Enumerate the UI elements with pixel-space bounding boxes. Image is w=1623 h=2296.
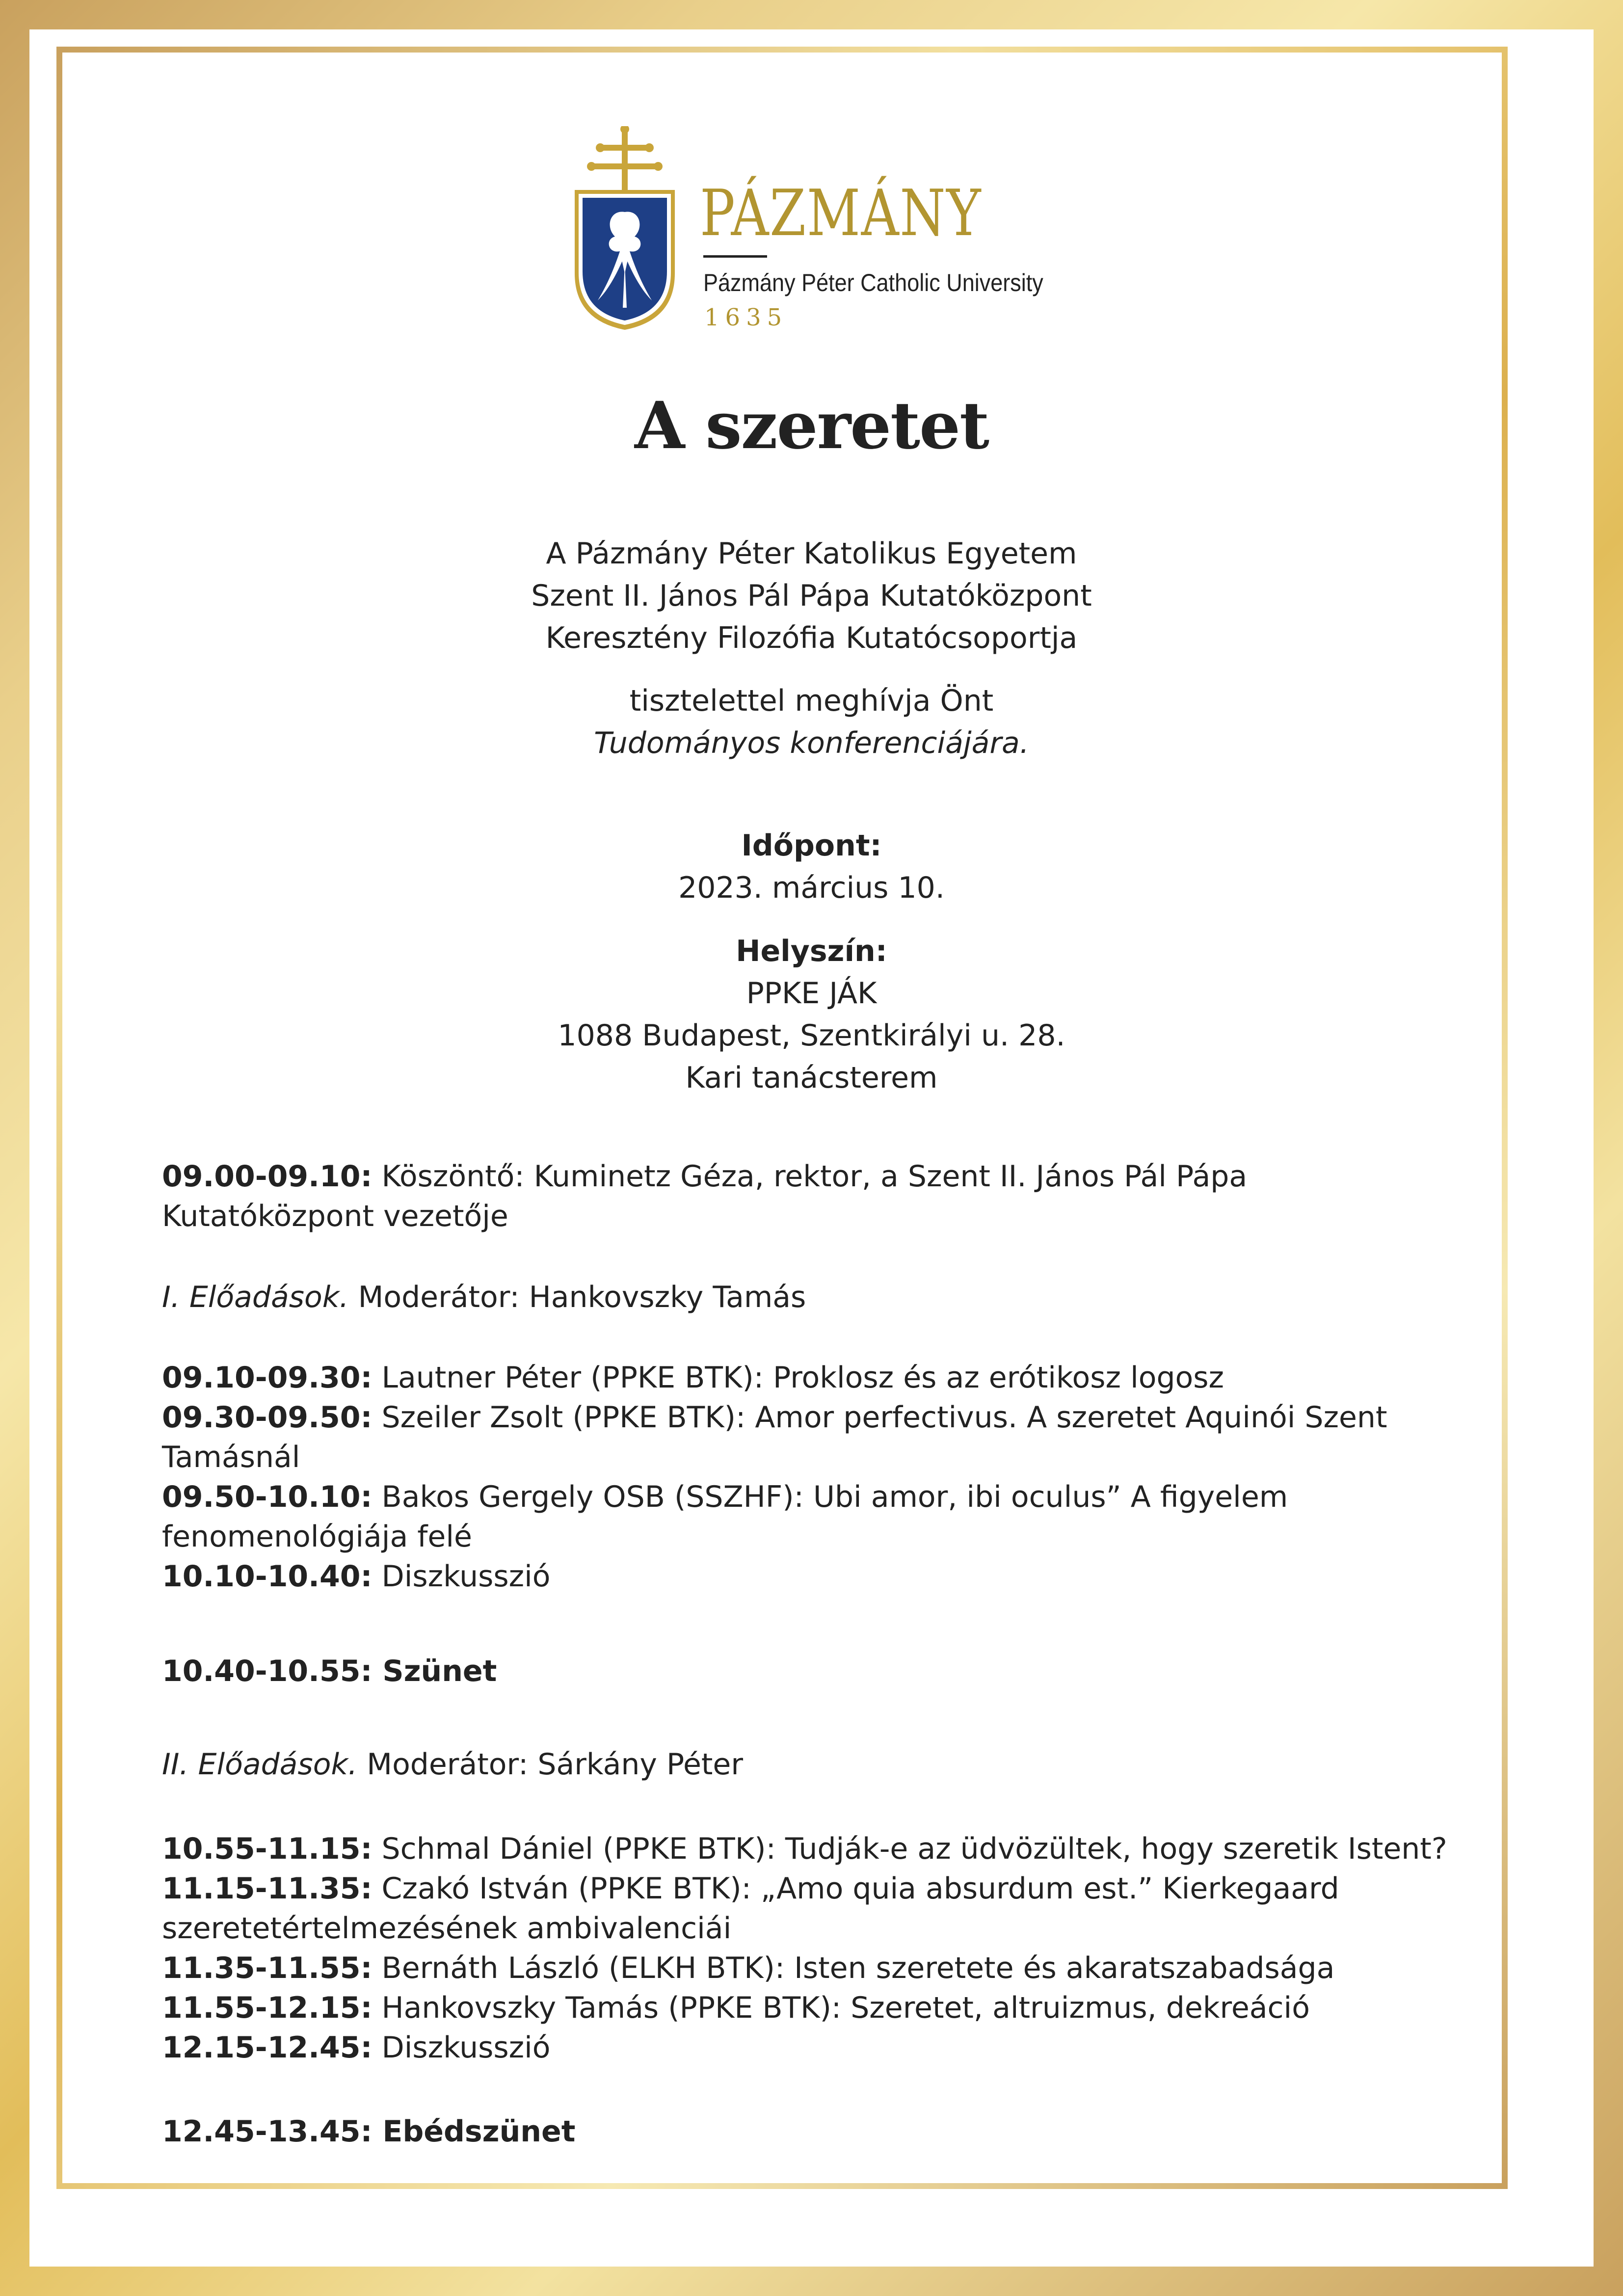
location-line: PPKE JÁK — [746, 976, 877, 1011]
schedule-text-continued: Kutatóközpont vezetője — [162, 1199, 508, 1233]
schedule-opening — [162, 1157, 1487, 1236]
schedule-text-continued: fenomenológiája felé — [162, 1520, 472, 1554]
shield-emblem-icon — [571, 126, 679, 332]
schedule-time: 10.40-10.55: — [162, 1654, 372, 1688]
intro-line: Keresztény Filozófia Kutatócsoportja — [545, 621, 1078, 655]
location-label: Helyszín: — [736, 934, 887, 968]
intro-line: Szent II. János Pál Pápa Kutatóközpont — [531, 579, 1092, 613]
schedule-text: Szeiler Zsolt (PPKE BTK): Amor perfectivus. A szeretet Aquinói Szent — [372, 1400, 1387, 1435]
date-block — [0, 825, 1623, 909]
section-title: I. Előadások. — [162, 1280, 349, 1314]
schedule-time: 09.30-09.50: — [162, 1400, 372, 1435]
intro-block — [0, 533, 1623, 659]
schedule-text-continued: szeretetértelmezésének ambivalenciái — [162, 1911, 732, 1946]
schedule-time: 09.00-09.10: — [162, 1159, 372, 1194]
schedule-text: Bernáth László (ELKH BTK): Isten szeretete és akaratszabadsága — [372, 1951, 1335, 1985]
logo-university-name: Pázmány Péter Catholic University — [703, 269, 1043, 296]
schedule-time: 12.15-12.45: — [162, 2030, 372, 2065]
schedule-item — [162, 1988, 1487, 2028]
schedule-time: 12.45-13.45: — [162, 2114, 372, 2149]
schedule-text: Diszkusszió — [372, 1559, 551, 1594]
logo-wordmark: PÁZMÁNY — [700, 176, 982, 250]
logo-divider — [703, 255, 767, 258]
schedule-time: 10.10-10.40: — [162, 1559, 372, 1594]
schedule-item — [162, 1477, 1487, 1517]
schedule-item — [162, 1869, 1487, 1909]
date-value: 2023. március 10. — [678, 871, 945, 905]
schedule-item — [162, 1398, 1487, 1438]
schedule-text: Czakó István (PPKE BTK): „Amo quia absurdum est.” Kierkegaard — [372, 1871, 1339, 1906]
schedule-text: Hankovszky Tamás (PPKE BTK): Szeretet, altruizmus, dekreáció — [372, 1991, 1310, 2025]
schedule-item — [162, 1829, 1487, 1869]
schedule-time: 10.55-11.15: — [162, 1832, 372, 1866]
invitation-text: tisztelettel meghívja Önt — [629, 684, 994, 718]
section-header-1 — [162, 1278, 1487, 1317]
schedule-time: 09.10-09.30: — [162, 1361, 372, 1395]
section-header-2 — [162, 1745, 1487, 1785]
date-label: Időpont: — [741, 828, 882, 863]
schedule-item — [162, 1157, 1487, 1197]
schedule-time: 11.55-12.15: — [162, 1991, 372, 2025]
section-moderator: Moderátor: Sárkány Péter — [357, 1747, 744, 1782]
schedule-text: Szünet — [372, 1654, 497, 1688]
section-title: II. Előadások. — [162, 1747, 358, 1782]
schedule-text: Diszkusszió — [372, 2030, 551, 2065]
schedule-item — [162, 1949, 1487, 1988]
schedule-time: 09.50-10.10: — [162, 1480, 372, 1514]
schedule-text-continued: Tamásnál — [162, 1440, 300, 1474]
page-title: A szeretet — [634, 388, 989, 464]
intro-line: A Pázmány Péter Katolikus Egyetem — [546, 536, 1077, 571]
schedule-text: Ebédszünet — [372, 2114, 576, 2149]
schedule-text: Schmal Dániel (PPKE BTK): Tudják-e az üdvözültek, hogy szeretik Istent? — [372, 1832, 1447, 1866]
logo-founding-year: 1635 — [704, 304, 788, 331]
university-logo — [571, 126, 1062, 332]
schedule-text: Lautner Péter (PPKE BTK): Proklosz és az erótikosz logosz — [372, 1361, 1224, 1395]
invitation-block — [0, 680, 1623, 764]
schedule-item — [162, 1358, 1487, 1398]
schedule-item — [162, 1557, 1487, 1597]
invitation-event: Tudományos konferenciájára. — [594, 726, 1029, 760]
location-line: Kari tanácsterem — [685, 1061, 938, 1095]
schedule-break-1 — [162, 1652, 1487, 1691]
location-line: 1088 Budapest, Szentkirályi u. 28. — [558, 1018, 1065, 1053]
schedule-break-2 — [162, 2112, 1487, 2152]
location-block — [0, 930, 1623, 1099]
section-moderator: Moderátor: Hankovszky Tamás — [348, 1280, 806, 1314]
schedule-text: Bakos Gergely OSB (SSZHF): Ubi amor, ibi oculus” A figyelem — [372, 1480, 1288, 1514]
schedule-time: 11.35-11.55: — [162, 1951, 372, 1985]
schedule-block-1 — [162, 1358, 1487, 1597]
schedule-time: 11.15-11.35: — [162, 1871, 372, 1906]
schedule-item — [162, 2028, 1487, 2068]
schedule-text: Köszöntő: Kuminetz Géza, rektor, a Szent II. János Pál Pápa — [372, 1159, 1248, 1194]
schedule-block-2 — [162, 1829, 1487, 2068]
